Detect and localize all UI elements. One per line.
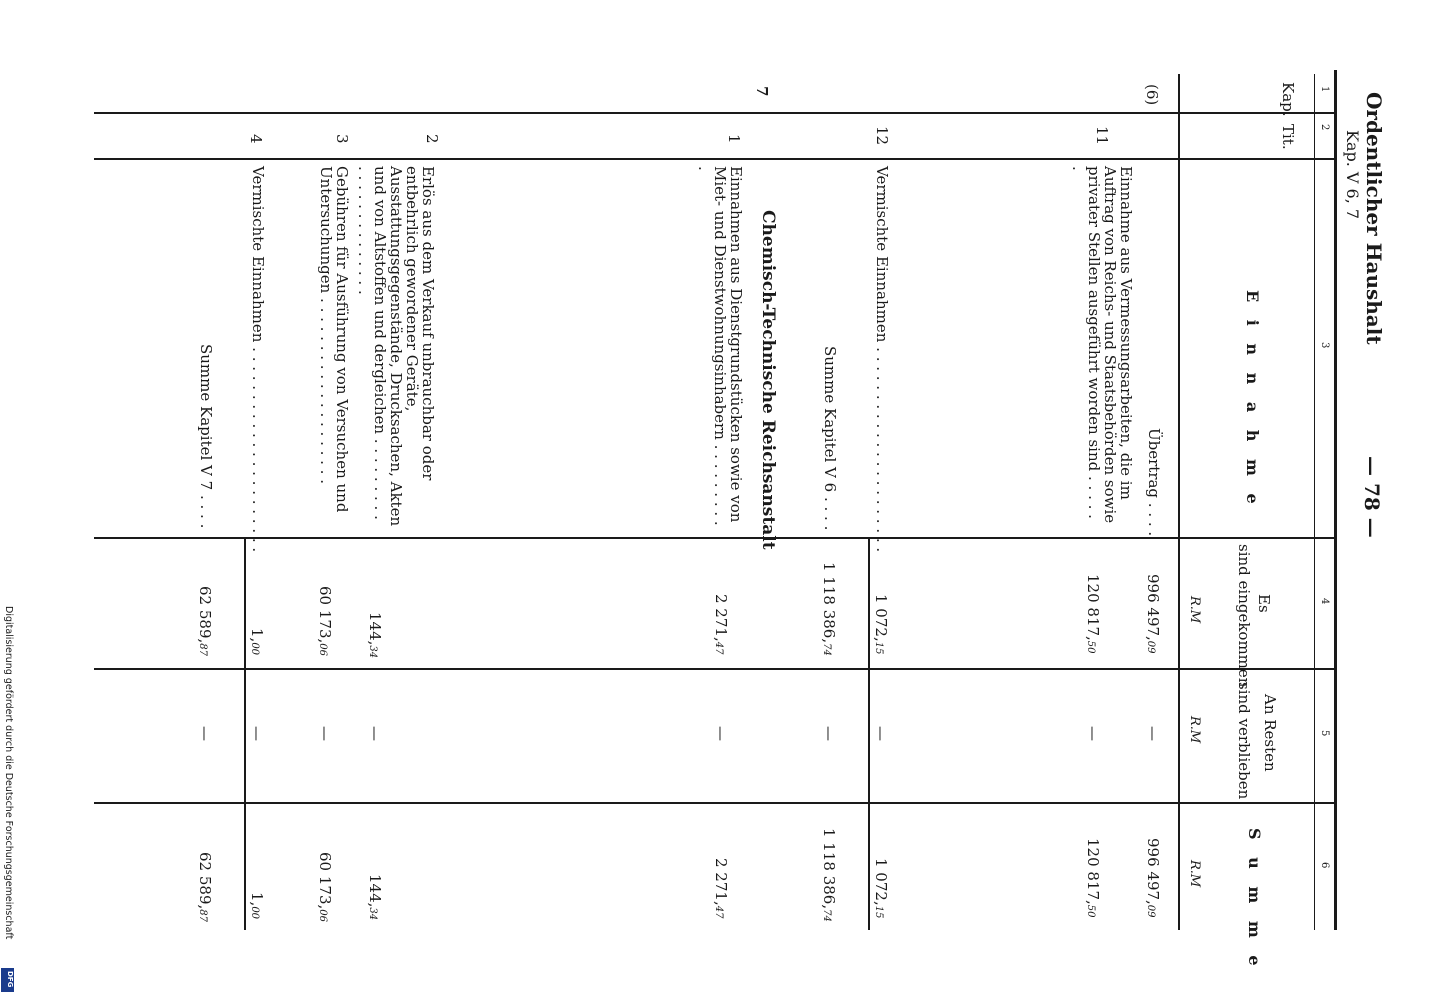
tit-3-c5: — (316, 726, 334, 741)
header-einnahme: E i n n a h m e (1243, 290, 1262, 510)
sum-v6-label: Summe Kapitel V 6 . . . . (821, 346, 839, 531)
tit-11: 11 (1093, 126, 1111, 146)
tit-12-c4: 1 072,15 (872, 594, 890, 655)
tit-12-text: Vermischte Einnahmen . . . . . . . . . . . . . . . . . . . . . . (873, 166, 891, 553)
unit-col5: R.M (1187, 716, 1202, 744)
digitization-credit (0, 0, 16, 1000)
rule-text-column (94, 537, 1334, 539)
unit-col6: R.M (1187, 860, 1202, 888)
tit-4-c5: — (248, 726, 266, 741)
credit-text: Digitalisierung gefördert durch die Deutsche Forschungsgemeinschaft (3, 606, 14, 940)
page-subtitle: Kap. V 6, 7 (1343, 130, 1362, 220)
tit-1-c4: 2 271,47 (712, 594, 730, 655)
uebertrag-c5: — (1144, 726, 1162, 741)
sum-v6-c4: 1 118 386,74 (820, 562, 838, 656)
sum-v6-c5: — (820, 726, 838, 741)
dfg-logo: DFG (1, 968, 14, 992)
kap-label-6: (6) (1143, 84, 1161, 106)
header-col5-line2: sind verblieben (1235, 682, 1253, 800)
sum-v7-c5: — (196, 726, 214, 741)
rule-tit-column (94, 158, 1334, 160)
tit-4-c6: 1,00 (248, 892, 266, 920)
tit-2: 2 (423, 134, 441, 144)
tit-4: 4 (247, 134, 265, 144)
sum-v7-label: Summe Kapitel V 7 . . . . (197, 344, 215, 529)
tit-12-c5: — (872, 726, 890, 741)
header-col4-line1: Es (1255, 594, 1273, 613)
uebertrag-c6: 996 497,09 (1144, 838, 1162, 918)
tit-12-c6: 1 072,15 (872, 858, 890, 919)
tit-2-c6: 144,34 (366, 874, 384, 921)
col-num-3: 3 (1319, 342, 1330, 349)
tit-4-text: Vermischte Einnahmen . . . . . . . . . . . . . . . . . . . . . . (249, 166, 267, 553)
sum-rule-v6 (868, 538, 870, 930)
rule-col-nums (1314, 74, 1315, 930)
header-col4-line2: sind eingekommen (1235, 544, 1253, 688)
tit-1-c5: — (712, 726, 730, 741)
tit-2-text: Erlös aus dem Verkauf unbrauchbar oder entbehrlich gewordener Geräte, Ausstattungsgegenstände, Drucksachen, Akten und von Altstoffen und dergleichen . . . . . . . . . . . . . . . . . . . . . . . (355, 166, 437, 527)
col-num-6: 6 (1319, 862, 1330, 869)
sum-v6-c6: 1 118 386,74 (820, 828, 838, 922)
tit-11-c4: 120 817,50 (1084, 574, 1102, 654)
rule-col5 (94, 802, 1334, 804)
uebertrag-c4: 996 497,09 (1144, 574, 1162, 654)
page-number: — 78 — (1360, 456, 1384, 538)
col-num-2: 2 (1319, 124, 1330, 131)
tit-11-c6: 120 817,50 (1084, 838, 1102, 918)
col-num-5: 5 (1319, 730, 1330, 737)
tit-4-c4: 1,00 (248, 628, 266, 656)
tit-3-c4: 60 173,06 (316, 586, 334, 656)
sum-rule-v7 (244, 538, 246, 930)
rule-kap-column (94, 112, 1334, 114)
sum-v7-c6: 62 589,87 (196, 852, 214, 922)
page-title: Ordentlicher Haushalt (1362, 92, 1386, 345)
header-summe: S u m m e (1245, 828, 1264, 972)
tit-11-text: Einnahme aus Vermessungsarbeiten, die im Auftrag von Reichs- und Staatsbehörden sowie privater Stellen ausgeführt worden sind . . . . . . (1069, 166, 1135, 524)
tit-11-c5: — (1084, 726, 1102, 741)
tit-3-text: Gebühren für Ausführung von Versuchen und Untersuchungen . . . . . . . . . . . . . . . . . . . . (317, 166, 351, 513)
uebertrag-label: Übertrag . . . . (1145, 428, 1163, 537)
tit-2-c4: 144,34 (366, 612, 384, 659)
rule-col4 (94, 668, 1334, 670)
kap-7-title: Chemisch-Technische Reichsanstalt (758, 210, 778, 550)
tit-1-c6: 2 271,47 (712, 858, 730, 919)
sum-v7-c4: 62 589,87 (196, 586, 214, 656)
rule-top (1334, 70, 1337, 930)
kap-label-7: 7 (753, 86, 771, 97)
header-tit: Tit. (1279, 124, 1297, 150)
tit-1: 1 (725, 134, 743, 144)
tit-1-text: Einnahmen aus Dienstgrundstücken sowie von Miet- und Dienstwohnungsinhabern . . . . . . . . . . (695, 166, 745, 526)
tit-2-c5: — (366, 726, 384, 741)
tit-3: 3 (333, 134, 351, 144)
header-col5-line1: An Resten (1261, 694, 1279, 772)
header-kap: Kap. (1279, 82, 1297, 117)
col-num-1: 1 (1319, 86, 1330, 93)
tit-12: 12 (873, 126, 891, 146)
unit-col4: R.M (1187, 596, 1202, 624)
col-num-4: 4 (1319, 598, 1330, 605)
tit-3-c6: 60 173,06 (316, 852, 334, 922)
